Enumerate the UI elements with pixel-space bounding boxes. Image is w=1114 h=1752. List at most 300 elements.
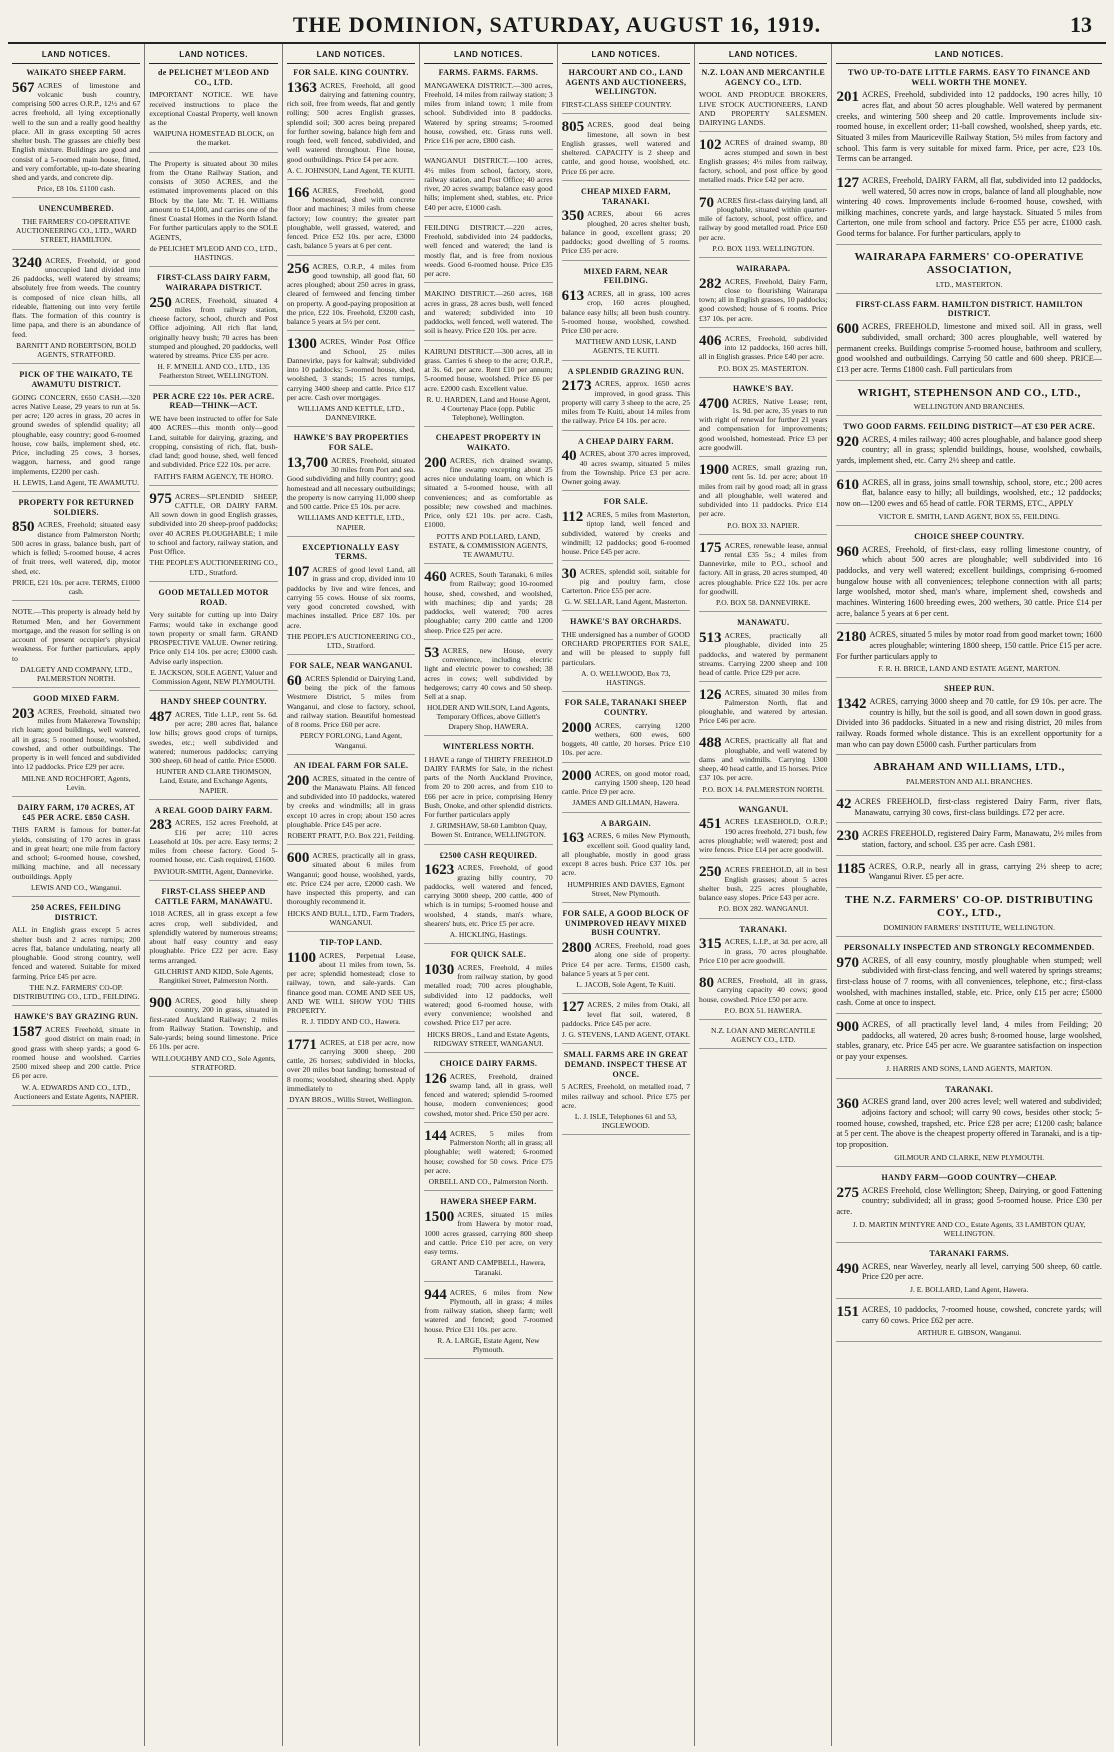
ad-acreage: 4700 xyxy=(699,395,730,412)
ad-acreage: 53 xyxy=(424,644,440,661)
ad-text xyxy=(836,90,1102,165)
ad-heading: FIRST-CLASS DAIRY FARM, WAIRARAPA DISTRICT. xyxy=(156,273,271,292)
ad-acreage: 250 xyxy=(149,294,172,311)
ad-text xyxy=(699,138,827,184)
ad-text xyxy=(836,322,1102,375)
ad-acreage: 13,700 xyxy=(286,454,329,471)
ad-text xyxy=(424,347,552,393)
ad-body: ACRES Freehold, situate in good district on main road; in good grass with sheep yards; a good 6-roomed house and woolshed. Carries 2500 mixed sheep and 200 cattle. Price £6 per acre. xyxy=(12,1025,141,1081)
ad-text xyxy=(562,630,690,667)
ad-signature: PRICE, £21 10s. per acre. TERMS, £1000 cash. xyxy=(12,577,140,597)
ad-agent-name: THE N.Z. FARMERS' CO-OP. DISTRIBUTING COY., LTD., xyxy=(844,893,1094,920)
ad-signature: DYAN BROS., Willis Street, Wellington. xyxy=(289,1095,413,1105)
ad-heading: FOR QUICK SALE. xyxy=(450,950,527,960)
ad-text xyxy=(562,769,690,797)
ad-signature: POTTS AND POLLARD, LAND, ESTATE, & COMMISSION AGENTS, TE AWAMUTU. xyxy=(429,531,548,559)
ad-body: ACRES, Perpetual Lease, about 11 miles from town, 5s. per acre; splendid homestead; close to railway, town, and sale-yards. Can finance good man. COME AND SEE US, AND WE WILL SHOW YOU THIS PROPERTY. xyxy=(286,950,416,1016)
classified-ad xyxy=(836,684,1102,755)
classified-ad xyxy=(836,894,1102,937)
classified-ad xyxy=(836,797,1102,823)
ad-heading: MANAWATU. xyxy=(737,618,790,628)
ad-heading: PROPERTY FOR RETURNED SOLDIERS. xyxy=(18,497,134,517)
classified-ad xyxy=(562,68,690,115)
ad-acreage: 1623 xyxy=(424,862,455,879)
ad-body: ACRES, Freehold, subdivided into 12 paddocks, 160 acres hill, all in English grasses. Price £40 per acre. xyxy=(699,333,828,362)
ad-signature: J. G. STEVENS, LAND AGENT, OTAKI. xyxy=(561,1030,690,1040)
ad-acreage: 201 xyxy=(836,89,859,106)
ad-text xyxy=(836,697,1102,750)
classified-ad xyxy=(287,938,415,1032)
ad-signature: Price, £8 10s. £1100 cash. xyxy=(37,184,116,194)
classified-ad xyxy=(562,187,690,261)
classified-ad xyxy=(836,532,1102,624)
classified-ad xyxy=(699,688,827,730)
ad-body: ACRES, approx. 1650 acres improved, in good grass. This property will carry 3 sheep to the acre, 25 miles from Te Kuiti, about 14 miles from the railway. Price £4 10s. per acre. xyxy=(561,379,691,426)
ad-acreage: 3240 xyxy=(12,254,42,271)
ad-signature: P.O. BOX 14. PALMERSTON NORTH. xyxy=(702,784,825,794)
classified-ad xyxy=(424,950,552,1053)
ad-heading: A REAL GOOD DAIRY FARM. xyxy=(154,805,273,815)
ad-body: ACRES, Freehold, all in grass, carrying capacity 40 cows; good house, cowshed. Price £50 per acre. xyxy=(699,976,828,1004)
ad-acreage: 513 xyxy=(699,630,722,647)
classified-ad xyxy=(149,392,277,486)
ad-body: ACRES Splendid or Dairying Land, being the pick of the famous Westmere District, 5 miles from Wanganui, and close to factory, school, and railway station. Beautiful homestead of 8 rooms. Price £60 per acre. xyxy=(286,673,416,730)
ad-signature: WAIPUNA HOMESTEAD BLOCK, on the market. xyxy=(153,129,275,148)
classified-ad xyxy=(287,337,415,427)
ad-text xyxy=(424,646,552,702)
ad-text xyxy=(287,186,415,251)
classified-ad xyxy=(699,541,827,613)
classified-ad xyxy=(424,223,552,284)
ad-heading: MIXED FARM, NEAR FEILDING. xyxy=(583,266,669,286)
classified-ad xyxy=(836,1305,1102,1342)
ad-body: ACRES, new House, every convenience, including electric light and electric power to cowshed; 38 acres in cows; well subdivided by hedgerows; carry 40 cows and 50 sheep. Sell at a snap. xyxy=(424,645,553,702)
ad-signature: P.O. BOX 33. NAPIER. xyxy=(727,520,800,530)
ad-signature: E. JACKSON, SOLE AGENT, Valuer and Commission Agent, NEW PLYMOUTH. xyxy=(150,667,277,686)
ad-body: ACRES, Freehold, or good unoccupied land divided into 26 paddocks, well watered by streams; absolutely free from weeds. The country is composed of nice clean hills, all rideable, flattening out into very fertile flats. The formation of this country is lime papa, and there is an abundance of feed. xyxy=(12,255,141,339)
ad-text xyxy=(836,435,1102,467)
classified-ad xyxy=(424,289,552,340)
ad-heading: GOOD METALLED MOTOR ROAD. xyxy=(158,587,269,607)
ad-body: ACRES, Freehold; situated easy distance from Palmerston North; 500 acres in grass, balance bush, part of which is felled; 5-roomed house, 4 acres of fruit trees, well watered, dip, motor shed, etc. xyxy=(12,520,141,576)
column-header: LAND NOTICES. xyxy=(287,44,415,64)
classified-ad xyxy=(424,646,552,736)
ad-heading: WINTERLESS NORTH. xyxy=(442,741,534,751)
ad-signature: BARNITT AND ROBERTSON, BOLD AGENTS, STRATFORD. xyxy=(16,340,137,359)
masthead xyxy=(8,0,1106,44)
ad-body: ACRES of drained swamp, 80 acres stumped and sown in best English grasses; 4½ miles from railway, factory, school, and post office by good metalled roads. Price £42 per acre. xyxy=(699,138,828,185)
classified-ad xyxy=(699,68,827,133)
ad-text xyxy=(424,863,552,928)
ad-body: ACRES of limestone and volcanic bush country, comprising 500 acres O.R.P., 12½ and 67 acres freehold, all lying exceptionally well to the sun and a really good healthy place. All in grass excepting 50 acres shelter bush. The grasses are chiefly best English mixture. Buildings are good and consist of a 5-roomed main house, fitted, and very comfortable, up-to-date shearing shed and yards, and concrete dip. xyxy=(12,80,141,182)
classified-ad xyxy=(287,851,415,932)
ad-body: MANGAWEKA DISTRICT.—300 acres, Freehold, 14 miles from railway station; 3 miles from inland town; 1 mile from school. Subdivided into 8 paddocks. Watered by spring streams; 5-roomed house, cowshed, etc. Grass runs well. Price £16 per acre, £800 cash. xyxy=(424,80,553,145)
classified-ad xyxy=(149,996,277,1077)
ad-text xyxy=(149,818,277,864)
ad-acreage: 567 xyxy=(12,79,35,96)
ad-acreage: 970 xyxy=(836,954,859,971)
ad-text xyxy=(562,449,690,486)
ad-acreage: 1500 xyxy=(424,1209,455,1226)
classified-ad xyxy=(836,176,1102,245)
ad-acreage: 460 xyxy=(424,569,447,586)
ad-signature: WILLIAMS AND KETTLE, LTD., DANNEVIRKE. xyxy=(297,404,405,423)
ad-body: IMPORTANT NOTICE. WE have received instructions to place the exceptional Coastal Property, well known as the xyxy=(149,90,278,127)
ad-text xyxy=(287,81,415,164)
classified-ad xyxy=(699,264,827,328)
ad-acreage: 600 xyxy=(286,850,310,867)
ad-body: ACRES, at £18 per acre, now carrying 3000 sheep, 200 cattle, 26 horses; subdivided in blocks, over 20 miles boat landing; homestead of 8 rooms; woolshed, shearing shed. Apply immediately to xyxy=(286,1037,416,1093)
ad-body: ACRES, Title L.I.P., rent 5s. 6d. per acre; 280 acres flat, balance low hills; grows good crops of turnips, swedes, etc.; well subdivided and watered; numerous paddocks; carrying 300 sheep, 60 head of cattle. Price £5000. xyxy=(149,709,278,766)
ad-text xyxy=(699,688,827,725)
ad-text xyxy=(424,456,552,530)
ad-signature: FAITH'S FARM AGENCY, TE HORO. xyxy=(154,471,274,481)
ad-heading: A CHEAP DAIRY FARM. xyxy=(578,436,674,446)
ad-heading: CHOICE DAIRY FARMS. xyxy=(439,1058,538,1068)
ad-body: ACRES, small grazing run, rent 5s. 1d. per acre; about 10 miles from rail by good road; all in grass and all ploughable, well watered and subdivided into 11 paddocks. Price £14 per acre. xyxy=(699,463,828,519)
ad-heading: FOR SALE. xyxy=(603,497,649,507)
classified-ad xyxy=(424,851,552,945)
ad-acreage: 250 xyxy=(699,864,722,881)
ad-acreage: 1771 xyxy=(286,1036,317,1053)
ad-text xyxy=(699,463,827,519)
ad-body: ACRES, rich drained swamp, fine swamp excepting about 25 acres nice undulating loam, on which is situated a 5-roomed house, with all conveniences; and as comfortable as possible; new cowshed and machines. Price, only £21 10s. per acre. Cash, £1000. xyxy=(424,455,553,530)
classified-ad xyxy=(424,1129,552,1191)
page-number: 13 xyxy=(1070,12,1092,37)
ad-body: ACRES FREEHOLD, registered Dairy Farm, Manawatu, 2½ miles from station, factory, and school. £35 per acre. Cash £981. xyxy=(861,829,1102,849)
ad-body: ACRES, situated 15 miles from Hawera by motor road, 1000 acres grassed, carrying 800 sheep and cattle. Price £10 per acre, on very easy terms. xyxy=(424,1210,553,1257)
ad-heading: £2500 CASH REQUIRED. xyxy=(439,850,538,860)
ad-body: ACRES FREEHOLD, all in best English grasses; about 5 acres shelter bush, 225 acres ploughable, balance easy slopes. Price £43 per acre. xyxy=(699,865,828,903)
ad-heading: HAWKE'S BAY PROPERTIES FOR SALE. xyxy=(293,433,409,453)
column-7 xyxy=(832,44,1106,1746)
ad-heading: A SPLENDID GRAZING RUN. xyxy=(567,366,684,376)
ad-body: ACRES, all in grass, joins small township, school, store, etc.; 200 acres flat, balance easy to hilly; all buildings, woolshed, etc.; 12 paddocks; now on—1200 ewes and 65 head of cattle. FOR TERMS, ETC., APPLY xyxy=(836,477,1102,509)
classified-ad xyxy=(562,617,690,692)
ad-text xyxy=(836,1097,1102,1150)
classified-ad xyxy=(424,1059,552,1123)
ad-heading: 250 ACRES, FEILDING DISTRICT. xyxy=(31,902,122,922)
ad-signature: WILLIAMS AND KETTLE, LTD., NAPIER. xyxy=(297,513,405,532)
ad-signature: H. F. M'NEILL AND CO., LTD., 135 Featherston Street, WELLINGTON. xyxy=(157,362,270,381)
classified-ad xyxy=(562,909,690,994)
ad-acreage: 42 xyxy=(836,795,852,812)
classified-ad xyxy=(836,862,1102,888)
column-3 xyxy=(283,44,420,1746)
ad-heading: PER ACRE £22 10s. PER ACRE. READ—THINK—ACT. xyxy=(152,391,275,411)
ad-body: ACRES, about 66 acres ploughed, 20 acres shelter bush, balance in good, excellent grass; 20 paddocks; good dwelling of 5 rooms. Price £35 per acre. xyxy=(561,209,691,256)
ad-heading: A BARGAIN. xyxy=(600,818,651,828)
ad-heading: FOR SALE, NEAR WANGANUI. xyxy=(289,661,413,671)
ad-text xyxy=(12,925,140,981)
ad-acreage: 1587 xyxy=(12,1024,42,1040)
ad-signature: GILMOUR AND CLARKE, NEW PLYMOUTH. xyxy=(894,1152,1045,1162)
classified-ad xyxy=(424,68,552,151)
classified-ad xyxy=(699,138,827,189)
classified-ad xyxy=(562,120,690,181)
ad-body: ACRES, L.I.P., at 3d. per acre, all in grass, 70 acres ploughable. Price £10 per acre goodwill. xyxy=(699,937,828,965)
ad-text xyxy=(562,120,690,176)
ad-signature: THE PEOPLE'S AUCTIONEERING CO., LTD., Stratford. xyxy=(286,631,416,651)
ad-body: ALL in English grass except 5 acres shelter bush and 2 acres turnips; 200 acres flat, balance undulating, nearly all ploughable. Good strong country, well fenced and watered. Suitable for mixed farming. Price £45 per acre. xyxy=(12,925,141,981)
ad-text xyxy=(149,996,277,1052)
ad-body: ACRES, renewable lease, annual rental £35 5s.; 4 miles from Dannevirke, mile to P.O., school and factory. All in grass, 20 acres stumped, 40 acres ploughable. Price £22 10s. per acre for goodwill. xyxy=(699,540,828,596)
classified-ad xyxy=(836,422,1102,472)
column-5 xyxy=(558,44,695,1746)
ad-text xyxy=(12,1025,140,1081)
ad-text xyxy=(12,393,140,476)
ad-body: ACRES, Freehold, good homestead, shed with concrete floor and machines; 3 miles from cheese factory; low country; the greater part ploughable, well grassed, watered, and fenced. Price £52 10s. per acre, £3000 cash, balance 5 years at 6 per cent. xyxy=(286,185,416,251)
ad-body: WANGANUI DISTRICT.—100 acres, 4½ miles from school, factory, store, railway station, and Post Office; 40 acres river, 20 acres swamp; balance easy good hills; implement shed, stables, etc. Price £40 per acre, £1000 cash. xyxy=(424,156,553,212)
ad-body: ACRES, about 370 acres improved, 40 acres swamp, situated 5 miles from the Township. Price £3 per acre. Owner going away. xyxy=(561,449,691,487)
ad-heading: HAWKE'S BAY. xyxy=(733,383,794,393)
ad-body: ACRES, FREEHOLD, limestone and mixed soil. All in grass, well subdivided, small orchard; 300 acres ploughable, well watered by permanent creeks. Buildings comprise 5-roomed house, bathroom and scullery, good woolshed and outbuildings. Carrying 50 cattle and 600 sheep. PRICE—£13 per acre. Terms £1800 cash. Full particulars from xyxy=(836,322,1102,374)
ad-heading: HAWKE'S BAY ORCHARDS. xyxy=(570,617,682,627)
ad-text xyxy=(562,209,690,255)
ad-signature: THE PEOPLE'S AUCTIONEERING CO., LTD., Stratford. xyxy=(149,558,278,577)
classified-ad xyxy=(12,256,140,365)
ad-heading: PICK OF THE WAIKATO, TE AWAMUTU DISTRICT. xyxy=(19,370,134,389)
ad-signature: P.O. BOX 58. DANNEVIRKE. xyxy=(716,598,811,608)
ad-text xyxy=(562,567,690,595)
ad-signature: R. U. HARDEN, Land and House Agent, 4 Courtenay Place (opp. Public Telephone), Wellington. xyxy=(426,394,551,423)
ad-signature: A. O. WELLWOOD, Box 73, HASTINGS. xyxy=(581,668,671,688)
ad-heading: WAIKATO SHEEP FARM. xyxy=(26,67,127,77)
column-header: LAND NOTICES. xyxy=(149,44,277,64)
ad-acreage: 850 xyxy=(12,519,35,536)
ad-body: ACRES, South Taranaki, 6 miles from Railway; good 10-roomed house, shed, cowshed, and woolshed, with machines; dip and yards; 28 paddocks, well watered; 700 acres ploughable; carry 200 cattle and 1200 sheep. Price £25 per acre. xyxy=(424,570,553,635)
ad-signature: W. A. EDWARDS AND CO., LTD., Auctioneers and Estate Agents, NAPIER. xyxy=(13,1082,139,1101)
ad-text xyxy=(562,289,690,335)
ad-text xyxy=(836,956,1102,1009)
classified-ad xyxy=(836,829,1102,855)
column-header: LAND NOTICES. xyxy=(699,44,827,64)
ad-signature: WILLOUGHBY AND CO., Sole Agents, STRATFORD. xyxy=(151,1053,276,1072)
ad-body: ACRES, carrying 1200 wethers, 600 ewes, 600 hoggets, 40 cattle, 20 horses. Price £10 10s. per acre. xyxy=(561,720,691,758)
ad-text xyxy=(562,1000,690,1028)
ad-text xyxy=(424,1288,552,1334)
classified-ad xyxy=(12,694,140,797)
ad-signature: L. JACOB, Sole Agent, Te Kuiti. xyxy=(576,980,676,990)
ad-acreage: 600 xyxy=(836,321,859,338)
classified-ad xyxy=(12,204,140,249)
classified-ad xyxy=(562,819,690,903)
ad-body: ACRES Freehold, close Wellington; Sheep, Dairying, or good Fattening country; subdivided; all in grass; good 5-roomed house. Price £30 per acre. xyxy=(836,1185,1102,1216)
ad-text xyxy=(562,510,690,556)
ad-signature: PALMERSTON AND ALL BRANCHES. xyxy=(905,776,1033,786)
ad-acreage: 315 xyxy=(699,936,722,953)
ad-body: ACRES, situated in the centre of the Manawatu Plains. All fenced and subdivided into 10 paddocks, watered by creeks and windmills; all in grass except 10 acres in crop; about 150 acres ploughable. Price £45 per acre. xyxy=(286,773,416,829)
classified-ad xyxy=(699,865,827,918)
ad-body: THIS FARM is famous for butter-fat yields, consisting of 170 acres in grass and in great heart; one mile from factory and school; 6-roomed house, cowshed, milking machine, and all necessary outbuildings. Apply xyxy=(12,825,141,881)
ad-text xyxy=(424,223,552,279)
ad-text xyxy=(287,1038,415,1094)
ad-signature: LTD., MASTERTON. xyxy=(935,279,1003,289)
ad-acreage: 350 xyxy=(561,208,585,225)
classified-ad xyxy=(149,588,277,691)
ad-signature: N.Z. LOAN AND MERCANTILE AGENCY CO., LTD. xyxy=(711,1025,816,1045)
ad-body: WE have been instructed to offer for Sale 400 ACRES—this month only—good Land, suitable for dairying, grazing, and cropping, consisting of rich, flat, bush-clad land; good house, shed, well fenced and subdivided. Price £22 10s. per acre. xyxy=(149,414,278,470)
ad-signature: ROBERT PRATT, P.O. Box 221, Feilding. xyxy=(287,831,415,841)
ad-signature: HICKS BROS., Land and Estate Agents, RIDGWAY STREET, WANGANUI. xyxy=(427,1029,550,1048)
ad-body: ACRES, good deal being limestone, all sown in best English grasses, well watered and sheltered. CAPACITY is 2 sheep and cattle, and good house, woolshed, etc. Price £6 per acre. xyxy=(561,120,691,176)
ad-acreage: 127 xyxy=(836,174,859,191)
ad-body: 1018 ACRES, all in grass except a few acres crop, well subdivided, and splendidly watered by numerous streams; about half easy country and easy ploughable. Price £22 per acre. Easy terms arranged. xyxy=(149,909,278,965)
ad-signature: P.O. BOX 1193. WELLINGTON. xyxy=(712,243,815,253)
ad-signature: MATTHEW AND LUSK, LAND AGENTS, TE KUITI. xyxy=(575,337,677,356)
ad-body: ACRES, near Waverley, nearly all level, carrying 500 sheep, 60 cattle. Price £20 per acre. xyxy=(861,1261,1102,1282)
ad-acreage: 487 xyxy=(149,708,172,725)
classified-ad xyxy=(149,273,277,386)
classified-ad xyxy=(287,433,415,536)
classified-ad xyxy=(562,267,690,361)
ad-acreage: 40 xyxy=(561,448,577,465)
ad-body: FEILDING DISTRICT.—220 acres, Freehold, subdivided into 24 paddocks, well fenced and watered; the land is mostly flat, and is free from noxious weeds. Good 6-roomed house. Price £35 per acre. xyxy=(424,222,553,278)
ad-text xyxy=(836,862,1102,883)
ad-body: ACRES, 4 miles railway; 400 acres ploughable, and balance good sheep country; all in grass; splendid buildings, house, woolshed, cowbails, yards, implement shed, etc. Carry 2½ sheep and cattle. xyxy=(836,434,1102,466)
ad-text xyxy=(699,937,827,965)
classified-ad xyxy=(12,607,140,688)
ad-text xyxy=(699,196,827,242)
ad-body: ACRES, Winder Post Office and School, 25 miles Dannevirke, pays for kaltwal; subdivided into 10 paddocks; 5-roomed house, shed, woolshed, 3 stands; 15 acres turnips, carrying 3400 sheep and cattle. Price £17 per acre. Cash over mortgages. xyxy=(286,337,416,402)
ad-signature: DALGETY AND COMPANY, LTD., PALMERSTON NORTH. xyxy=(20,664,133,683)
ad-heading: CHEAP MIXED FARM, TARANAKI. xyxy=(581,186,671,206)
ad-body: ACRES, all in grass, 100 acres crop, 160 acres ploughed, balance easy hills; all been bush country. 5-roomed house, woolshed, cowshed. Price £30 per acre. xyxy=(561,289,691,335)
ad-body: ACRES, Freehold, subdivided into 12 paddocks, 190 acres hilly, 10 acres flat, and about 50 acres ploughable. Well watered by permanent creeks, and wintering 500 sheep and 20 cattle. Improvements include six-roomed house, in excellent order; 11-ball cowshed, woolshed, sheep yards, etc. Situated 3 miles from Mauriceville Railway Station, 5½ miles from factory and school. This farm is very suitable for mixed farm. Price, per acre, £23 10s. Terms can be arranged. xyxy=(836,90,1102,164)
ad-body: ACRES, Freehold, all good dairying and fattening country, rich soil, free from weeds, flat and gently rolling; 500 acres English grasses, splendid soil; 300 acres being prepared for further sowing, balance high fern and rough feed, well fenced, subdivided, and well watered throughout. Fine house, good outbuildings. Price £4 per acre. xyxy=(286,80,416,164)
ad-signature: HICKS AND BULL, LTD., Farm Traders, WANGANUI. xyxy=(287,908,415,927)
ad-text xyxy=(699,334,827,362)
ad-agent-name: WRIGHT, STEPHENSON AND CO., LTD., xyxy=(857,386,1081,399)
ad-body: ACRES, good hilly sheep country, 200 in grass, situated in first-rated Auckland Railway; 2 miles from Railway Station. Township, and Sale-yards; being sound limestone. Price £6 10s. per acre. xyxy=(149,996,278,1052)
ad-heading: HANDY SHEEP COUNTRY. xyxy=(160,697,267,707)
classified-ad xyxy=(836,630,1102,678)
ad-body: ACRES grand land, over 200 acres level; well watered and subdivided; adjoins factory and school; will carry 90 cows, besides other stock; 5-roomed house, cowshed, trapshed, etc. Price £28 per acre; £1200 cash; balance at 5 per cent. The above is the cheapest property offered in Taranaki, and is a tip-top proposition. xyxy=(836,1097,1102,1149)
ad-body: ACRES, 6 miles from New Plymouth, all in grass; 4 miles from railway station, sheep farm; well watered and fenced; good 7-roomed house. Price £31 10s. per acre. xyxy=(424,1287,553,1334)
classified-ad xyxy=(12,1012,140,1106)
ad-acreage: 1342 xyxy=(836,696,867,713)
ad-acreage: 256 xyxy=(286,260,310,277)
ad-acreage: 1900 xyxy=(699,462,730,479)
ad-acreage: 175 xyxy=(699,539,722,556)
ad-signature: R. A. LARGE, Estate Agent, New Plymouth. xyxy=(437,1335,540,1355)
ad-signature: J. GRIMSHAW, 58-60 Lambton Quay, Bowen St. Entrance, WELLINGTON. xyxy=(430,821,547,840)
ad-signature: VICTOR E. SMITH, LAND AGENT, BOX 55, FEILDING. xyxy=(878,511,1060,521)
ad-body: THE undersigned has a number of GOOD ORCHARD PROPERTIES FOR SALE, and will be pleased to supply full particulars. xyxy=(561,629,691,667)
ad-acreage: 275 xyxy=(836,1184,859,1201)
ad-body: ACRES, practically all ploughable, divided into 25 paddocks, and watered by permanent streams. Carrying 2200 sheep and 100 head of cattle. Price £29 per acre. xyxy=(699,631,828,678)
ad-heading: N.Z. LOAN AND MERCANTILE AGENCY CO., LTD. xyxy=(701,67,825,87)
ad-body: ACRES, of all easy country, mostly ploughable when stumped; well subdivided with first-class fencing, and well watered by springs streams; first-class house of 7 rooms, with all conveniences, telephone, etc.; first-class woolshed, with machines installed, stable, etc. Price, only £15 per acre; £5000 cash. Come at once to inspect. xyxy=(836,955,1102,1008)
ad-signature: A. HICKLING, Hastings. xyxy=(449,930,528,940)
ad-heading: GOOD MIXED FARM. xyxy=(33,694,120,704)
classified-ad xyxy=(287,761,415,845)
ad-heading: WAIRARAPA. xyxy=(736,263,791,273)
ad-text xyxy=(287,565,415,630)
ad-heading: FOR SALE. KING COUNTRY. xyxy=(293,67,409,77)
ad-body: MAKINO DISTRICT.—260 acres, 168 acres in grass, 28 acres bush, well fenced and watered; subdivided into 10 paddocks, well fenced, well watered. The soil is heavy. Price £20 10s. per acre. xyxy=(424,289,553,336)
ad-heading: FOR SALE, A GOOD BLOCK OF UNIMPROVED HEAVY MIXED BUSH COUNTRY. xyxy=(562,908,690,938)
ad-body: ACRES, splendid soil, suitable for pig and poultry farm, close Carterton. Price £55 per acre. xyxy=(561,567,691,595)
ad-acreage: 488 xyxy=(699,735,722,752)
classified-ad xyxy=(424,1288,552,1360)
classified-ad xyxy=(287,186,415,256)
ad-signature: ARTHUR E. GIBSON, Wanganui. xyxy=(917,1328,1022,1338)
newspaper-title: THE DOMINION, SATURDAY, AUGUST 16, 1919. xyxy=(292,12,822,37)
ad-text xyxy=(12,707,140,772)
ad-heading: HAWKE'S BAY GRAZING RUN. xyxy=(14,1012,139,1022)
ad-acreage: 30 xyxy=(561,566,577,583)
classified-ad xyxy=(699,334,827,378)
ad-acreage: 1030 xyxy=(424,961,455,978)
ad-text xyxy=(12,256,140,339)
classified-ad xyxy=(699,384,827,457)
ad-heading: CHOICE SHEEP COUNTRY. xyxy=(914,531,1025,541)
ad-text xyxy=(12,825,140,881)
ad-signature: P.O. BOX 51. HAWERA. xyxy=(724,1005,802,1015)
ad-signature: PAVIOUR-SMITH, Agent, Dannevirke. xyxy=(153,866,274,876)
classified-ad xyxy=(149,697,277,800)
ad-heading: PERSONALLY INSPECTED AND STRONGLY RECOMMENDED. xyxy=(844,942,1095,952)
ad-body: ACRES first-class dairying land, all ploughable, situated within quarter-mile of factory, school, post office, and railway by good metalled road. Price £60 per acre. xyxy=(699,195,828,242)
ad-heading: TWO GOOD FARMS. FEILDING DISTRICT—AT £30 PER ACRE. xyxy=(843,422,1096,432)
ad-heading: HAWERA SHEEP FARM. xyxy=(440,1197,537,1207)
ad-signature: R. J. TIDDY AND CO., Hawera. xyxy=(301,1017,401,1027)
ad-text xyxy=(424,755,552,820)
ad-acreage: 80 xyxy=(699,975,715,992)
classified-ad xyxy=(836,761,1102,791)
ad-body: KAIRUNI DISTRICT.—300 acres, all in grass. Carries 6 sheep to the acre; O.R.P., at 3s. 6d. per acre. Rent £10 per annum; 5-roomed house, woolshed. Price £6 per acre. £2000 cash. Excellent value. xyxy=(424,346,553,393)
ad-acreage: 613 xyxy=(561,288,585,304)
classified-ad xyxy=(287,68,415,180)
ad-acreage: 900 xyxy=(149,995,172,1012)
ad-signature: GILCHRIST AND KIDD, Sole Agents, Rangitikei Street, Palmerston North. xyxy=(154,966,274,985)
ad-acreage: 203 xyxy=(12,705,35,722)
ad-heading: TARANAKI FARMS. xyxy=(929,1248,1009,1258)
classified-ad xyxy=(836,1085,1102,1167)
ad-signature: J. E. BOLLARD, Land Agent, Hawera. xyxy=(910,1284,1029,1294)
ad-heading: HANDY FARM—GOOD COUNTRY—CHEAP. xyxy=(881,1172,1057,1182)
ad-signature: A. C. JOHNSON, Land Agent, TE KUITI. xyxy=(287,165,415,175)
column-1 xyxy=(8,44,145,1746)
column-header: LAND NOTICES. xyxy=(424,44,552,64)
ad-body: The Property is situated about 30 miles from the Otane Railway Station, and consists of 3050 ACRES, and the estimated improvements placed on this Block by the late Mr. T. H. Williams amount to £14,000, and carries one of the finest Coastal Homes in the North Island. For further particulars apply to the SOLE AGENTS, xyxy=(149,158,278,242)
ad-text xyxy=(836,630,1102,662)
ad-text xyxy=(12,607,140,663)
ad-acreage: 490 xyxy=(836,1260,859,1277)
ad-text xyxy=(287,851,415,907)
classified-ad xyxy=(562,698,690,763)
ad-heading: FARMS. FARMS. FARMS. xyxy=(438,67,539,77)
ad-body: ACRES, Freehold, drained swamp land, all in grass, well fenced and watered; splendid 5-roomed house, modern conveniences; good cowshed, motor shed. Price £50 per acre. xyxy=(424,1071,553,1118)
ad-text xyxy=(424,1210,552,1256)
ad-acreage: 406 xyxy=(699,332,722,349)
ad-body: ACRES, 2 miles from Otaki, all level flat soil, watered, 8 paddocks. Price £45 per acre. xyxy=(561,1000,691,1028)
classified-ad xyxy=(424,1197,552,1281)
ad-acreage: 1100 xyxy=(286,949,316,966)
ad-signature: DOMINION FARMERS' INSTITUTE, WELLINGTON. xyxy=(883,922,1055,932)
ad-text xyxy=(699,865,827,902)
ad-text xyxy=(699,631,827,677)
ad-text xyxy=(562,1082,690,1110)
classified-ad xyxy=(424,433,552,564)
ad-agent-name: ABRAHAM AND WILLIAMS, LTD., xyxy=(873,761,1065,774)
classified-ad xyxy=(699,805,827,860)
ad-text xyxy=(424,289,552,335)
ad-acreage: 1363 xyxy=(286,79,317,96)
ad-body: ACRES of good level Land, all in grass and crop, divided into 10 paddocks by live and wire fences, and carrying 55 cows. House of six rooms, very good concreted cowshed, with machines installed. Price £87 10s. per acre. xyxy=(286,565,416,630)
classified-ad xyxy=(836,1020,1102,1079)
